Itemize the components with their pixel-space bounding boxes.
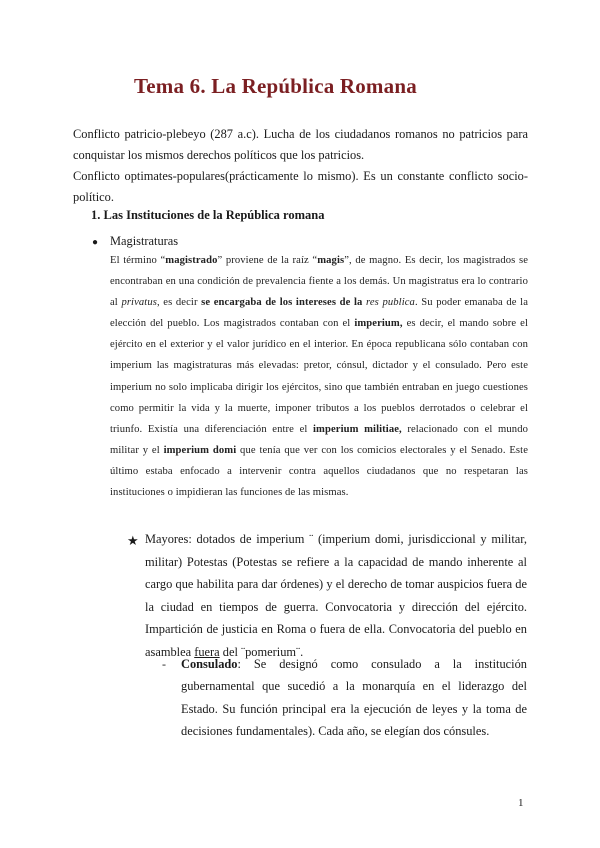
intro-paragraph-1: Conflicto patricio-plebeyo (287 a.c). Lucha de los ciudadanos romanos no patricios para conquistar los mismos derechos políticos que los patricios. [73, 127, 528, 162]
star-bullet-icon: ★ [127, 533, 139, 548]
bullet-label-magistraturas: Magistraturas [110, 234, 179, 248]
page-number: 1 [518, 797, 524, 809]
section-heading: 1. Las Instituciones de la República romana [91, 208, 325, 222]
page-title: Tema 6. La República Romana [134, 74, 417, 98]
magistraturas-body: El término “magistrado” proviene de la raíz “magis”, de magno. Es decir, los magistrados se encontraban en una condición de prevalencia fiente a los demás. Un magistratus era lo contrario al privatus, es decir se encargaba de los intereses de la res publica. Su poder emanaba de la elección del pueblo. Los magistrados contaban con el imperium, es decir, el mando sobre el ejército en el exterior y el valor jurídico en el interior. En época republicana sólo contaban con imperium las magistraturas más elevadas: pretor, cónsul, dictador y el consulado. Pero este imperium no solo implicaba dirigir los ejércitos, sino que también entraban en juego cuestiones como permitir la vida y la muerte, imponer tributos a los pueblos derrotados o celebrar el triunfo. Existía una diferenciación entre el imperium militiae, relacionado con el mundo militar y el imperium domi que tenía que ver con los comicios electorales y el Senado. Este último estaba enfocado a intervenir contra aquellos ciudadanos que no respetaran las instituciones o impidieran las funciones de las mismas. [110, 255, 529, 499]
intro-paragraph-2: Conflicto optimates-populares(prácticamente lo mismo). Es un constante conflicto socio-político. [73, 169, 528, 204]
consulado-paragraph: Consulado: Se designó como consulado a la institución gubernamental que sucedió a la monarquía en el liderazgo del Estado. Su función principal era la ejecución de leyes y la toma de decisiones fundamentales). Cada año, se elegían dos cónsules. [181, 657, 527, 738]
mayores-paragraph: Mayores: dotados de imperium ¨ (imperium domi, jurisdiccional y militar, militar) Potestas (Potestas se refiere a la capacidad de mando inherente al cargo que habilita para dar órdenes) y el derecho de tomar auspicios fuera de la ciudad en tiempos de guerra. Convocatoria y dirección del ejército. Impartición de justicia en Roma o fuera de ella. Convocatoria del pueblo en asamblea fuera del ¨pomerium¨. [145, 532, 527, 659]
bullet-dot-icon: ● [92, 237, 99, 248]
dash-bullet-icon: - [162, 657, 166, 671]
